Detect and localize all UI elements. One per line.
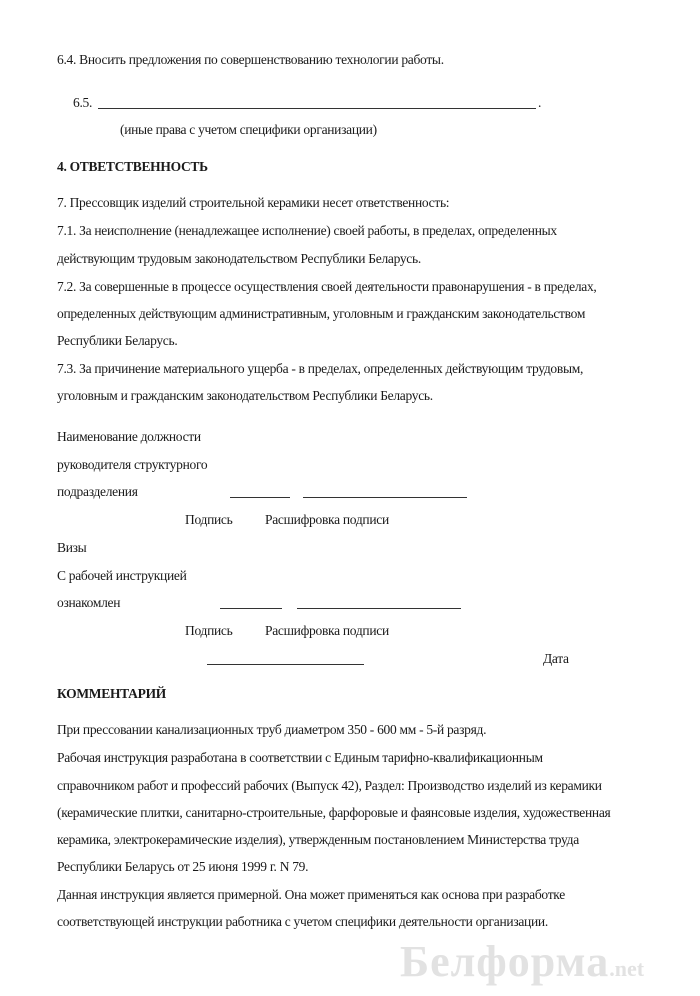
item-6-4: 6.4. Вносить предложения по совершенствованию технологии работы. [57, 52, 444, 67]
paragraph-line: уголовным и гражданским законодательством Республики Беларусь. [57, 388, 433, 403]
paragraph-line: 7.1. За неисполнение (ненадлежащее исполнение) своей работы, в пределах, определенных [57, 223, 557, 238]
comment-line: Рабочая инструкция разработана в соответствии с Единым тарифно-квалификационным [57, 750, 543, 765]
item-6-5-period: . [538, 95, 542, 110]
watermark-main: Белформа [400, 937, 610, 986]
paragraph-line: 7.3. За причинение материального ущерба - в пределах, определенных действующим трудовым, [57, 361, 584, 376]
decoding-label: Расшифровка подписи [265, 512, 389, 527]
item-6-5-blank-line [98, 108, 536, 109]
paragraph-line: 7. Прессовщик изделий строительной керамики несет ответственность: [57, 195, 450, 210]
employee-signature-line [220, 608, 282, 609]
acquainted-label: С рабочей инструкцией [57, 568, 187, 583]
visas-label: Визы [57, 540, 87, 555]
decoding-label: Расшифровка подписи [265, 623, 389, 638]
watermark-logo [400, 938, 644, 996]
head-decoding-line [303, 497, 467, 498]
head-position-label: подразделения [57, 484, 138, 499]
item-6-5-number: 6.5. [73, 95, 93, 110]
section-heading-responsibility: 4. ОТВЕТСТВЕННОСТЬ [57, 159, 208, 174]
section-heading-comment: КОММЕНТАРИЙ [57, 686, 166, 701]
signature-label: Подпись [185, 623, 233, 638]
comment-line: справочником работ и профессий рабочих (Выпуск 42), Раздел: Производство изделий из керамики [57, 778, 602, 793]
head-position-label: руководителя структурного [57, 457, 208, 472]
signature-label: Подпись [185, 512, 233, 527]
comment-line: При прессовании канализационных труб диаметром 350 - 600 мм - 5-й разряд. [57, 722, 487, 737]
comment-line: Данная инструкция является примерной. Она может применяться как основа при разработке [57, 887, 565, 902]
item-6-5-hint: (иные права с учетом специфики организации) [120, 122, 377, 137]
date-label: Дата [543, 651, 569, 666]
comment-line: керамика, электрокерамические изделия), утвержденным постановлением Министерства труда [57, 832, 579, 847]
paragraph-line: Республики Беларусь. [57, 333, 178, 348]
comment-line: (керамические плитки, санитарно-строительные, фарфоровые и фаянсовые изделия, художественная [57, 805, 611, 820]
acquainted-label: ознакомлен [57, 595, 121, 610]
paragraph-line: действующим трудовым законодательством Республики Беларусь. [57, 251, 421, 266]
head-position-label: Наименование должности [57, 429, 201, 444]
paragraph-line: определенных действующим административным, уголовным и гражданским законодательством [57, 306, 586, 321]
comment-line: Республики Беларусь от 25 июня 1999 г. N 79. [57, 859, 309, 874]
employee-decoding-line [297, 608, 461, 609]
date-line [207, 664, 364, 665]
paragraph-line: 7.2. За совершенные в процессе осуществления своей деятельности правонарушения - в пределах, [57, 279, 597, 294]
comment-line: соответствующей инструкции работника с учетом специфики деятельности организации. [57, 914, 548, 929]
head-signature-line [230, 497, 290, 498]
watermark-suffix: .net [609, 956, 645, 981]
